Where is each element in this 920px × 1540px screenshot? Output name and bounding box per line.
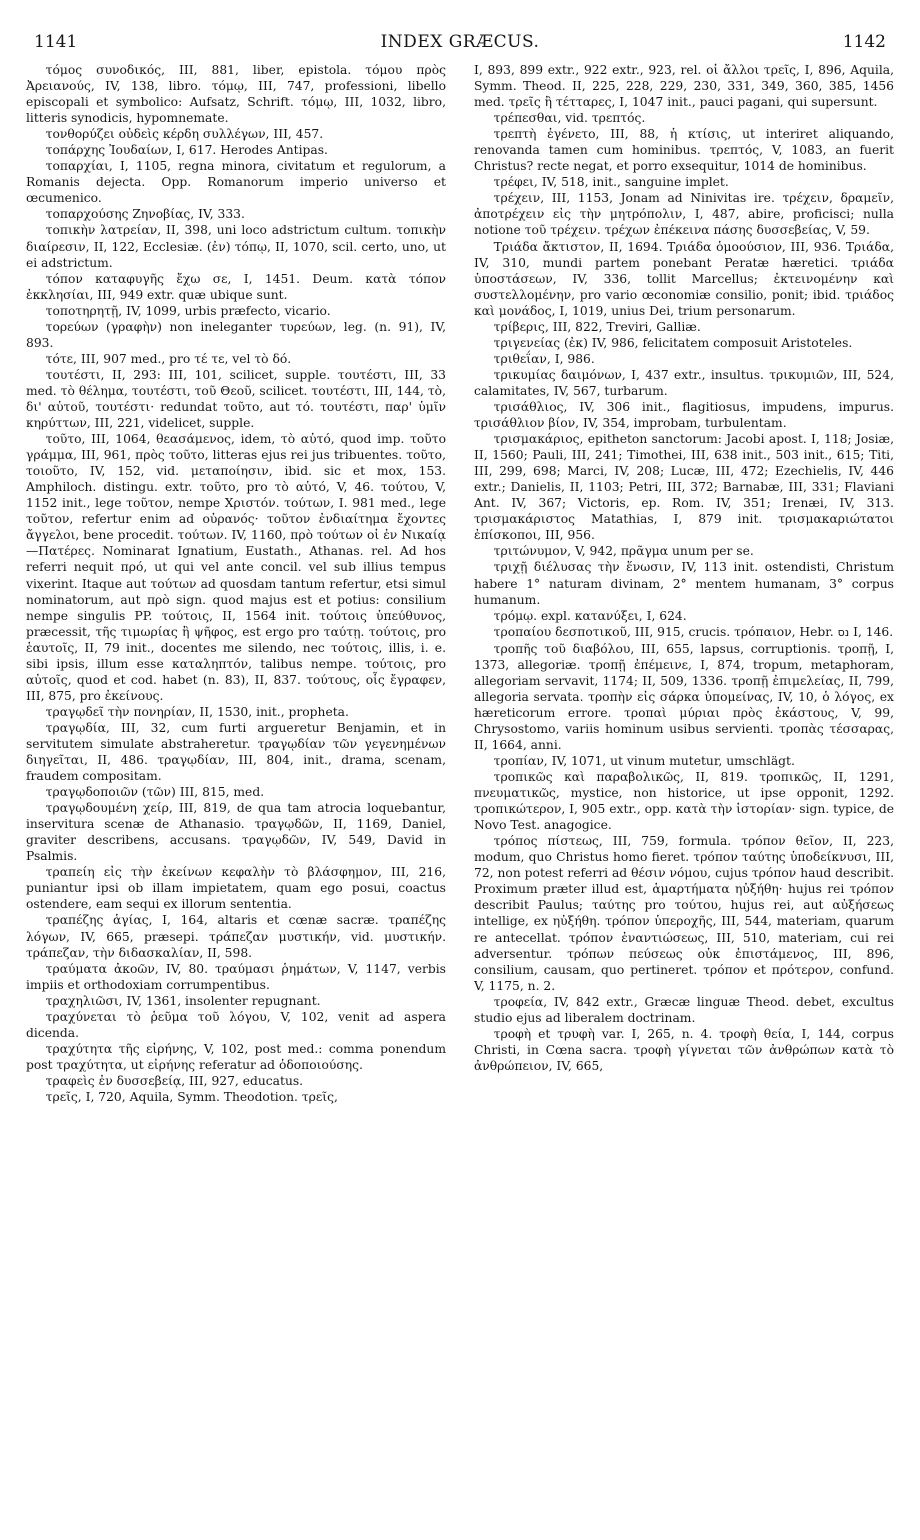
index-entry: τρισμακάριος, epitheton sanctorum: Jacobi apost. I, 118; Josiæ, II, 1560; Pauli, III, 241; Timothei, III, 638 init., 503 init., 615; Titi, III, 299, 698; Marci, IV, 208; Lucæ, III, 472; Ezechielis, IV, 446 extr.; Danielis, II, 1103; Petri, III, 372; Barnabæ, III, 331; Flaviani Ant. IV, 367; Victoris, ep. Rom. IV, 351; Irenæi, IV, 313. τρισμακάριστος Matathias, I, 879 init. τρισμακαριώτατοι ἐπίσκοποι, III, 956. xyxy=(474,432,894,543)
index-entry: τραφεὶς ἐν δυσσεβείᾳ, III, 927, educatus. xyxy=(45,1073,304,1088)
index-entry: τροπικῶς καὶ παραβολικῶς, II, 819. τροπικῶς, II, 1291, πνευματικῶς, mystice, non historice, ut ipse opponit, 1292. τροπικώτερον, I, 905 extr., opp. κατὰ τὴν ἱστορίαν· sign. typice, de Novo Test. anagogice. xyxy=(474,770,894,833)
index-entry: τοπάρχης Ἰουδαίων, I, 617. Herodes Antipas. xyxy=(45,143,328,158)
index-entry: τραπείη εἰς τὴν ἐκείνων κεφαλὴν τὸ βλάσφημον, III, 216, puniantur ipsi ob illam impietatem, quam ego posui, coactus ostendere, eam sequi ex illorum sententia. xyxy=(26,865,446,912)
index-entry: τρεῖς, I, 720, Aquila, Symm. Theodotion. τρεῖς, xyxy=(45,1090,338,1104)
index-entry: τρικυμίας δαιμόνων, I, 437 extr., insultus. τρικυμιῶν, III, 524, calamitates, IV, 567, turbarum. xyxy=(474,367,894,398)
index-entry: τραγῳδία, III, 32, cum furti argueretur Benjamin, et in servitutem simulate abstraheretur. τραγῳδίαν τῶν γεγενημένων διηγεῖται, II, 486. τραγῳδίαν, III, 804, init., drama, scenam, fraudem compositam. xyxy=(26,720,446,784)
running-header xyxy=(26,26,894,54)
index-entry: τραχύνεται τὸ ῥεῦμα τοῦ λόγου, V, 102, venit ad aspera dicenda. xyxy=(26,1009,446,1040)
index-columns xyxy=(26,62,894,1105)
index-entry: τροφεία, IV, 842 extr., Græcæ linguæ Theod. debet, excultus studio ejus ad liberalem doctrinam. xyxy=(474,994,894,1025)
index-entry: τροπῆς τοῦ διαβόλου, III, 655, lapsus, corruptionis. τροπῇ, I, 1373, allegoriæ. τροπῇ ἐπέμεινε, I, 874, tropum, metaphoram, allegoriam servavit, 1174; II, 509, 1336. τροπῇ ἐπιμελείας, II, 799, allegoria servata. τροπὴν εἰς σάρκα ὑπομείνας, IV, 10, ὁ λόγος, ex hæreticorum errore. τροπαὶ μύριαι πρὸς ἑκάστους, V, 99, Chrysostomo, variis hominum usibus servienti. τροπὰς τέσσαρας, II, 1664, anni. xyxy=(474,641,894,752)
index-entry: τρέφει, IV, 518, init., sanguine implet. xyxy=(493,175,729,190)
page-title: INDEX GRÆCUS. xyxy=(380,32,540,52)
index-entry: τοπικὴν λατρείαν, II, 398, uni loco adstrictum cultum. τοπικὴν διαίρεσιν, II, 122, Ecclesiæ. (ἐν) τόπῳ, II, 1070, scil. certo, uno, ut ei adstrictum. xyxy=(26,223,446,270)
index-entry: τονθορύζει οὐδεὶς κέρδη συλλέγων, III, 457. xyxy=(45,127,324,142)
index-entry: τρισάθλιος, IV, 306 init., flagitiosus, impudens, impurus. τρισάθλιον βίον, IV, 354, improbam, turbulentam. xyxy=(474,399,894,431)
index-entry: τρόπος πίστεως, III, 759, formula. τρόπον θεῖον, II, 223, modum, quo Christus homo fieret. τρόπον ταύτης ὑποδείκνυσι, III, 72, non potest referri ad θέσιν νόμου, cujus τρόπον haud describit. Proximum præter illud est, ἁμαρτήματα ηὐξήθη· hujus rei τρόπον describit Paulus; ταύτης pro τούτου, hujus rei, aut αὐξήσεως intellige, ex ηὐξήθη. τρόπον ὑπεροχῆς, III, 544, materiam, quarum re antecellat. τρόπον ἐναντιώσεως, III, 510, materiam, cui rei adversentur. τρόπων πεύσεως οὐκ ἐπιστάμενος, III, 896, consilium, causam, quo pertineret. τρόπον et πρότερον, confund. V, 1175, n. 2. xyxy=(474,834,894,993)
index-entry: τρίβερις, III, 822, Treviri, Galliæ. xyxy=(493,319,701,334)
index-entry: τοπαρχίαι, I, 1105, regna minora, civitatum et regulorum, a Romanis dejecta. Opp. Romanorum imperio universo et œcumenico. xyxy=(26,159,446,206)
hebrew-word: נס xyxy=(837,625,850,639)
index-entry: τορεύων (γραφὴν) non ineleganter τυρεύων, leg. (n. 91), IV, 893. xyxy=(26,319,446,350)
index-entry: τότε, III, 907 med., pro τέ τε, vel τὸ δό. xyxy=(45,351,292,366)
index-entry: τοποτηρητῇ, IV, 1099, urbis præfecto, vicario. xyxy=(45,303,331,318)
index-entry: τόπον καταφυγῆς ἔχω σε, I, 1451. Deum. κατὰ τόπον ἐκκλησίαι, III, 949 extr. quæ ubique sunt. xyxy=(26,271,446,302)
index-entry: τόμος συνοδικός, III, 881, liber, epistola. τόμου πρὸς Ἀρειανούς, IV, 138, libro. τόμῳ, III, 747, professioni, libello episcopali et symbolico: Aufsatz, Schrift. τόμῳ, III, 1032, libro, litteris synodicis, hypomnemate. xyxy=(26,63,446,126)
index-entry: τροπίαν, IV, 1071, ut vinum mutetur, umschlägt. xyxy=(493,754,795,769)
index-entry: τουτέστι, II, 293: III, 101, scilicet, supple. τουτέστι, III, 33 med. τὸ θέλημα, τουτέστι, τοῦ Θεοῦ, scilicet. τουτέστι, III, 144, τὸ, δι' αὐτοῦ, τουτέστι· redundat τοῦτο, aut τό. τουτέστι, παρ' ὑμῖν κηρύττων, III, 221, videlicet, supple. xyxy=(26,367,446,431)
index-entry: τοπαρχούσης Ζηνοβίας, IV, 333. xyxy=(45,207,245,222)
index-entry: τοῦτο, III, 1064, θεασάμενος, idem, τὸ αὐτό, quod imp. τοῦτο γράμμα, III, 961, πρὸς τοῦτο, litteras ejus rei jus tribuentes. τοῦτο, τοιοῦτο, IV, 152, vid. μεταποίησιν, ibid. sic et mox, 153. Amphiloch. distingu. extr. τοῦτο, pro τὸ αὐτό, V, 46. τούτου, V, 1152 init., lege τοῦτον, nempe Χριστόν. τούτων, I. 981 med., lege τοῦτον, refertur enim ad οὐρανός· τοῦτον ἐνδιαίτημα ἔχοντες ἄγγελοι, bene procedit. τούτων. IV, 1160, πρὸ τούτων οἱ ἐν Νικαίᾳ—Πατέρες. Nominarat Ignatium, Eustath., Athanas. rel. Ad hos referri nequit πρό, ut qui vel ante concil. vel sub illius tempus vixerint. Itaque aut τούτων ad quosdam tantum refertur, etsi simul nominatorum, aut πρὸ sign. quod majus est et potius: consilium nempe singulis PP. τούτοις, II, 1564 init. τούτοις ὑπεύθυνος, præcessit, τῆς τιμωρίας ἢ ψῆφος, est ergo pro ταύτῃ. τούτοις, pro ἑαυτοῖς, II, 79 init., docentes me silendo, nec τούτοις, illis, i. e. sibi ipsis, illum esse καταληπτόν, talibus nempe. τούτοις, pro αὐτοῖς, quod et cod. habet (n. 83), II, 837. τούτους, οἷς ἔγραφεν, III, 875, pro ἐκείνους. xyxy=(26,432,446,703)
index-entry: τραγῳδοποιῶν (τῶν) III, 815, med. xyxy=(45,785,265,800)
index-entry: τριγενείας (ἐκ) IV, 986, felicitatem composuit Aristoteles. xyxy=(493,335,853,350)
index-entry: I, 893, 899 extr., 922 extr., 923, rel. οἱ ἄλλοι τρεῖς, I, 896, Aquila, Symm. Theod. II, 225, 228, 229, 230, 331, 349, 360, 385, 1456 med. τρεῖς ἢ τέτταρες, I, 1047 init., pauci pagani, qui supersunt. xyxy=(474,63,894,110)
right-column xyxy=(474,62,894,1105)
index-entry: Τριάδα ἄκτιστον, II, 1694. Τριάδα ὁμοούσιον, III, 936. Τριάδα, IV, 310, mundi partem ponebant Peratæ hæretici. τριάδα ὑποστάσεων, IV, 336, tollit Marcellus; ἐκτεινομένην καὶ συστελλομένην, pro vario œconomiæ consilio, ponit; ibid. τριάδος καὶ μονάδος, I, 1019, unius Dei, trium personarum. xyxy=(474,239,894,318)
index-entry: τραύματα ἀκοῶν, IV, 80. τραύμασι ῥημάτων, V, 1147, verbis impiis et orthodoxiam corrumpentibus. xyxy=(26,961,446,992)
index-entry: τριτώνυμον, V, 942, πρᾶγμα unum per se. xyxy=(493,544,754,559)
index-entry: τραχύτητα τῆς εἰρήνης, V, 102, post med.: comma ponendum post τραχύτητα, ut εἰρήνης referatur ad ὁδοποιούσης. xyxy=(26,1041,446,1072)
index-entry: τριθεΐαν, I, 986. xyxy=(493,351,595,366)
index-entry: τραγῳδουμένη χείρ, III, 819, de qua tam atrocia loquebantur, inservitura scenæ de Athanasio. τραγῳδῶν, II, 1169, Daniel, graviter describens, accusans. τραγῳδῶν, IV, 549, David in Psalmis. xyxy=(26,801,446,864)
index-entry: τρέπεσθαι, vid. τρεπτός. xyxy=(493,111,646,126)
index-entry: τροπαίου δεσποτικοῦ, III, 915, crucis. τρόπαιον, Hebr. נס I, 146. xyxy=(493,624,894,639)
index-entry: τροφὴ et τρυφὴ var. I, 265, n. 4. τροφὴ θεία, I, 144, corpus Christi, in Cœna sacra. τροφὴ γίγνεται τῶν ἀνθρώπων κατὰ τὸ ἀνθρώπειον, IV, 665, xyxy=(474,1026,894,1073)
index-entry: τραπέζης ἁγίας, I, 164, altaris et cœnæ sacræ. τραπέζης λόγων, IV, 665, præsepi. τράπεζαν μυστικήν, vid. μυστικήν. τράπεζαν, τὴν διδασκαλίαν, II, 598. xyxy=(26,913,446,960)
index-entry: τραγῳδεῖ τὴν πονηρίαν, II, 1530, init., propheta. xyxy=(45,704,349,719)
index-entry: τριχῇ διέλυσας τὴν ἕνωσιν, IV, 113 init. ostendisti, Christum habere 1° naturam divinam, 2° mentem humanam, 3° corpus humanum. xyxy=(474,560,894,607)
page-number-right: 1142 xyxy=(842,32,886,52)
page-number-left: 1141 xyxy=(34,32,78,52)
index-entry: τρόμῳ. expl. κατανύξει, I, 624. xyxy=(493,608,687,623)
index-entry: τραχηλιῶσι, IV, 1361, insolenter repugnant. xyxy=(45,993,321,1008)
index-entry: τρεπτὴ ἐγένετο, III, 88, ἡ κτίσις, ut interiret aliquando, renovanda tamen cum hominibus. τρεπτός, V, 1083, an fuerit Christus? recte negat, et porro exsequitur, 1014 de hominibus. xyxy=(474,127,894,174)
left-column xyxy=(26,62,446,1105)
index-entry: τρέχειν, III, 1153, Jonam ad Ninivitas ire. τρέχειν, δραμεῖν, ἀποτρέχειν εἰς τὴν μητρόπολιν, I, 487, abire, proficisci; nulla notione τοῦ τρέχειν. τρέχων ἐπέκεινα πάσης δυσσεβείας, V, 59. xyxy=(474,191,894,238)
